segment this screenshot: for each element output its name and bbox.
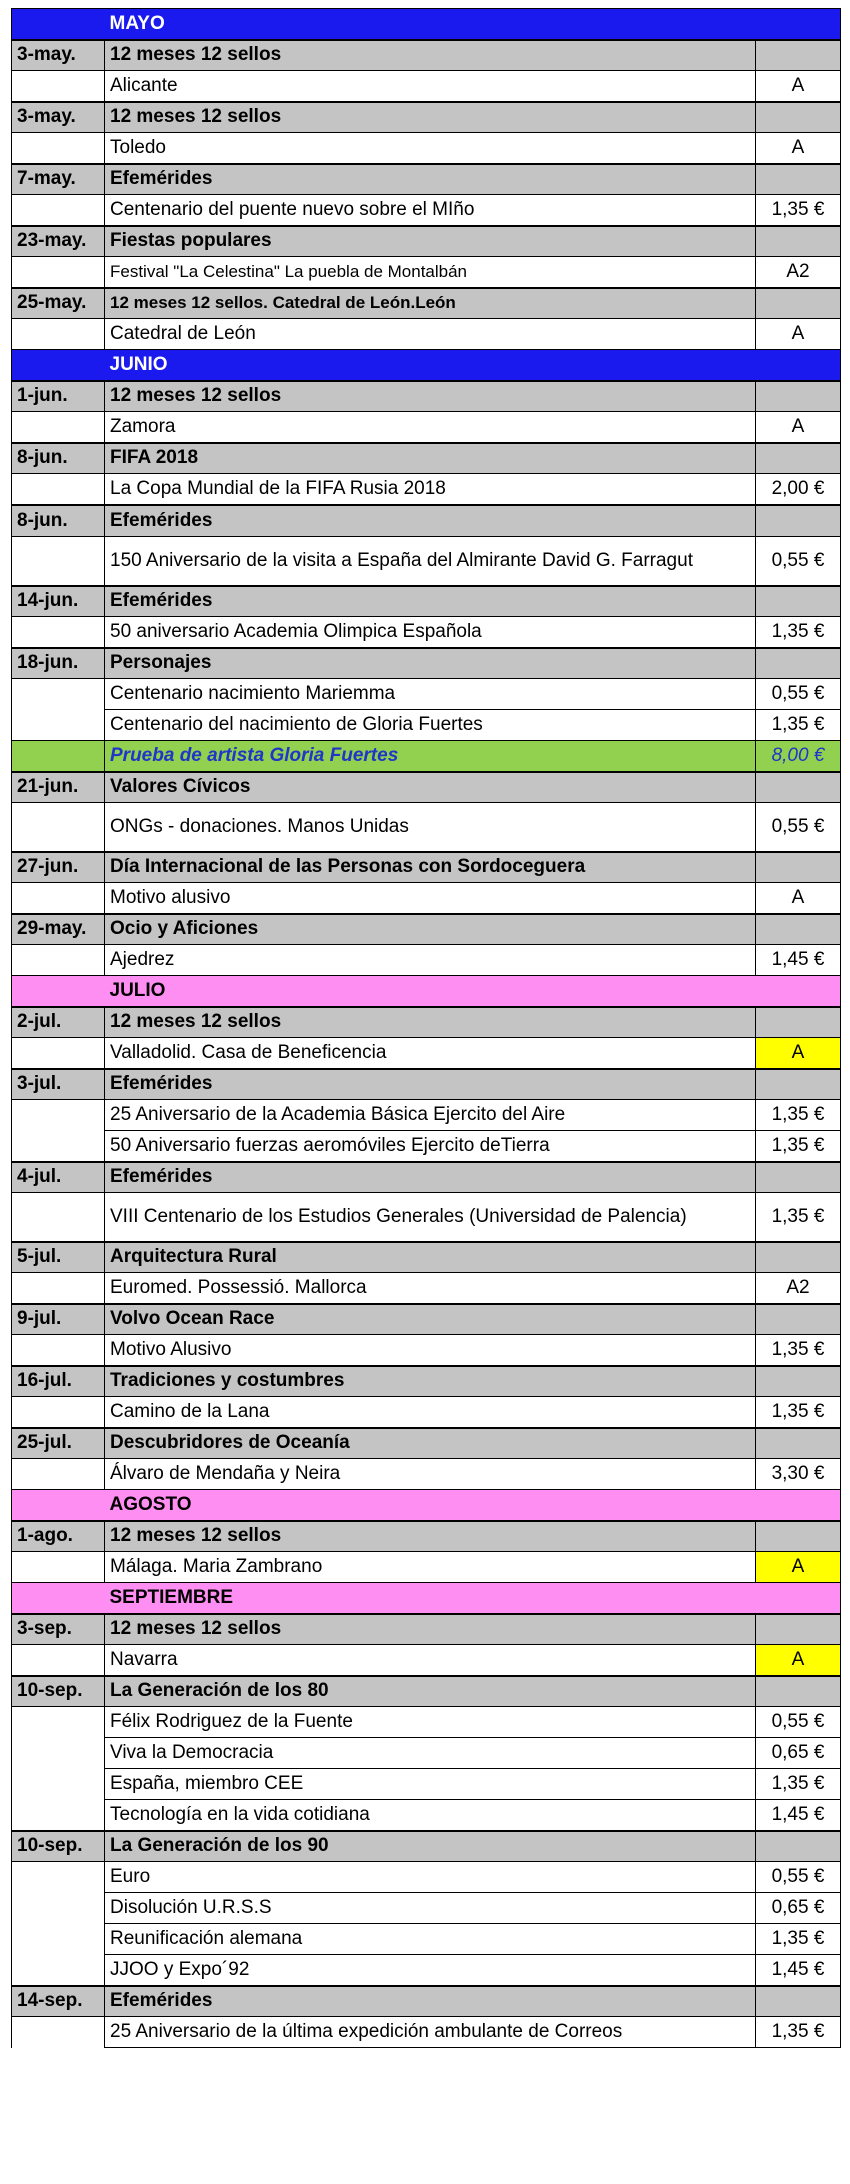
stamp-price: A [756,71,841,102]
issue-price-spacer [756,288,841,319]
stamp-price: A2 [756,1273,841,1304]
stamp-description: Motivo Alusivo [105,1335,756,1366]
stamp-description: Viva la Democracia [105,1738,756,1769]
proof-date-spacer [12,741,105,772]
issue-series-title: Arquitectura Rural [105,1242,756,1273]
month-header-row [12,976,841,1007]
stamp-price: 1,45 € [756,1800,841,1831]
stamp-item-row [12,2017,841,2048]
issue-event-row [12,772,841,803]
issue-date: 25-may. [12,288,105,319]
issue-price-spacer [756,443,841,474]
issue-date: 7-may. [12,164,105,195]
month-header-spacer [756,976,841,1007]
issue-event-row [12,852,841,883]
stamp-item-row [12,1707,841,1738]
month-name: MAYO [105,9,756,40]
stamp-item-row [12,1335,841,1366]
stamp-description: Euro [105,1862,756,1893]
stamp-item-row [12,1100,841,1131]
issue-event-row [12,381,841,412]
issue-series-title: FIFA 2018 [105,443,756,474]
issue-date: 23-may. [12,226,105,257]
issue-price-spacer [756,586,841,617]
issue-price-spacer [756,1366,841,1397]
issue-series-title: Efemérides [105,1162,756,1193]
issue-series-title: 12 meses 12 sellos [105,381,756,412]
stamp-price: A [756,319,841,350]
issue-event-row [12,288,841,319]
stamp-date-spacer [12,319,105,350]
issue-date: 16-jul. [12,1366,105,1397]
month-name: JULIO [105,976,756,1007]
stamp-description: 50 Aniversario fuerzas aeromóviles Ejercito deTierra [105,1131,756,1162]
stamp-item-row [12,1131,841,1162]
issue-series-title: Efemérides [105,505,756,537]
stamp-date-spacer [12,412,105,443]
stamp-item-row [12,803,841,852]
stamp-price: A [756,1552,841,1583]
issue-price-spacer [756,1162,841,1193]
stamp-price: 1,35 € [756,1335,841,1366]
stamp-date-spacer [12,1955,105,1986]
stamp-date-spacer [12,1038,105,1069]
stamp-date-spacer [12,1193,105,1242]
issue-event-row [12,1366,841,1397]
stamp-price: 3,30 € [756,1459,841,1490]
stamp-price: 1,35 € [756,617,841,648]
stamp-price: 0,55 € [756,1862,841,1893]
issue-date: 25-jul. [12,1428,105,1459]
issue-series-title: Descubridores de Oceanía [105,1428,756,1459]
stamp-date-spacer [12,1862,105,1893]
issue-date: 29-may. [12,914,105,945]
stamp-item-row [12,1738,841,1769]
stamp-item-row [12,1955,841,1986]
stamp-item-row [12,1193,841,1242]
stamp-price: 1,35 € [756,195,841,226]
stamp-description: Zamora [105,412,756,443]
stamp-item-row [12,1397,841,1428]
issue-series-title: 12 meses 12 sellos [105,1614,756,1645]
month-header-row [12,9,841,40]
issue-date: 21-jun. [12,772,105,803]
issue-price-spacer [756,381,841,412]
month-header-spacer [12,9,105,40]
stamp-price: 0,55 € [756,679,841,710]
stamp-description: Tecnología en la vida cotidiana [105,1800,756,1831]
stamp-description: 150 Aniversario de la visita a España del Almirante David G. Farragut [105,537,756,586]
stamp-date-spacer [12,1273,105,1304]
stamp-item-row [12,1862,841,1893]
stamp-price: 1,35 € [756,1131,841,1162]
issue-date: 9-jul. [12,1304,105,1335]
stamp-date-spacer [12,537,105,586]
month-header-spacer [12,350,105,381]
stamp-price: 1,35 € [756,1397,841,1428]
stamp-description: Ajedrez [105,945,756,976]
issue-event-row [12,1831,841,1862]
issue-price-spacer [756,505,841,537]
stamp-item-row [12,133,841,164]
stamp-description: Centenario del nacimiento de Gloria Fuertes [105,710,756,741]
issue-price-spacer [756,1986,841,2017]
issue-date: 3-may. [12,102,105,133]
issue-event-row [12,443,841,474]
stamp-price: 1,45 € [756,1955,841,1986]
stamp-price: A [756,1645,841,1676]
stamp-date-spacer [12,1459,105,1490]
stamp-description: 25 Aniversario de la última expedición ambulante de Correos [105,2017,756,2048]
stamp-item-row [12,1459,841,1490]
issue-event-row [12,648,841,679]
stamp-item-row [12,1038,841,1069]
stamp-price: A [756,412,841,443]
month-header-spacer [12,976,105,1007]
stamp-price: 0,65 € [756,1893,841,1924]
stamp-price: 1,35 € [756,1100,841,1131]
stamp-item-row [12,319,841,350]
stamp-date-spacer [12,1552,105,1583]
issue-series-title: Efemérides [105,1986,756,2017]
month-header-row [12,1583,841,1614]
issue-event-row [12,1069,841,1100]
stamp-description: Málaga. Maria Zambrano [105,1552,756,1583]
issue-date: 1-jun. [12,381,105,412]
stamp-price: 1,45 € [756,945,841,976]
stamp-price: A [756,883,841,914]
issue-event-row [12,1007,841,1038]
issue-series-title: La Generación de los 80 [105,1676,756,1707]
stamp-price: 1,35 € [756,1193,841,1242]
stamp-date-spacer [12,1335,105,1366]
stamp-price: 0,55 € [756,537,841,586]
stamp-item-row [12,617,841,648]
month-name: JUNIO [105,350,756,381]
issue-price-spacer [756,1676,841,1707]
stamp-date-spacer [12,1800,105,1831]
issue-series-title: Volvo Ocean Race [105,1304,756,1335]
stamp-item-row [12,71,841,102]
issue-price-spacer [756,40,841,71]
stamp-price: 0,55 € [756,803,841,852]
stamp-date-spacer [12,474,105,505]
month-name: SEPTIEMBRE [105,1583,756,1614]
stamp-date-spacer [12,883,105,914]
stamp-date-spacer [12,1100,105,1131]
issue-series-title: Valores Cívicos [105,772,756,803]
issue-event-row [12,914,841,945]
stamp-price: A2 [756,257,841,288]
stamp-date-spacer [12,679,105,710]
issue-series-title: Ocio y Aficiones [105,914,756,945]
issue-date: 10-sep. [12,1676,105,1707]
issue-series-title: 12 meses 12 sellos [105,1521,756,1552]
stamp-price: 0,55 € [756,1707,841,1738]
stamp-description: Valladolid. Casa de Beneficencia [105,1038,756,1069]
stamp-price: 1,35 € [756,2017,841,2048]
stamp-description: ONGs - donaciones. Manos Unidas [105,803,756,852]
stamp-description: VIII Centenario de los Estudios Generales (Universidad de Palencia) [105,1193,756,1242]
stamp-date-spacer [12,710,105,741]
stamp-item-row [12,474,841,505]
stamp-item-row [12,1800,841,1831]
issue-price-spacer [756,102,841,133]
issue-date: 14-jun. [12,586,105,617]
stamp-description: Toledo [105,133,756,164]
stamp-date-spacer [12,71,105,102]
issue-series-title: La Generación de los 90 [105,1831,756,1862]
stamp-description: Alicante [105,71,756,102]
issue-event-row [12,40,841,71]
stamp-calendar-table [11,8,841,2048]
issue-event-row [12,1428,841,1459]
stamp-price: 1,35 € [756,710,841,741]
stamp-description: 50 aniversario Academia Olimpica Española [105,617,756,648]
issue-price-spacer [756,1007,841,1038]
issue-price-spacer [756,1304,841,1335]
stamp-description: Félix Rodriguez de la Fuente [105,1707,756,1738]
stamp-item-row [12,679,841,710]
issue-price-spacer [756,914,841,945]
stamp-description: España, miembro CEE [105,1769,756,1800]
stamp-description: JJOO y Expo´92 [105,1955,756,1986]
stamp-date-spacer [12,1131,105,1162]
issue-price-spacer [756,852,841,883]
stamp-date-spacer [12,1645,105,1676]
stamp-description: Festival "La Celestina" La puebla de Montalbán [105,257,756,288]
stamp-description: Euromed. Possessió. Mallorca [105,1273,756,1304]
issue-series-title: Efemérides [105,164,756,195]
issue-date: 8-jun. [12,443,105,474]
stamp-description: Reunificación alemana [105,1924,756,1955]
issue-price-spacer [756,1428,841,1459]
month-header-spacer [756,1490,841,1521]
issue-date: 14-sep. [12,1986,105,2017]
issue-series-title: Personajes [105,648,756,679]
stamp-price: 1,35 € [756,1769,841,1800]
stamp-item-row [12,710,841,741]
issue-series-title: 12 meses 12 sellos [105,1007,756,1038]
month-header-spacer [12,1583,105,1614]
stamp-description: La Copa Mundial de la FIFA Rusia 2018 [105,474,756,505]
stamp-description: Navarra [105,1645,756,1676]
issue-event-row [12,505,841,537]
stamp-date-spacer [12,617,105,648]
stamp-item-row [12,195,841,226]
artist-proof-row [12,741,841,772]
stamp-date-spacer [12,195,105,226]
issue-date: 1-ago. [12,1521,105,1552]
issue-date: 27-jun. [12,852,105,883]
issue-price-spacer [756,226,841,257]
stamp-item-row [12,1893,841,1924]
stamp-price: A [756,133,841,164]
issue-series-title: Tradiciones y costumbres [105,1366,756,1397]
stamp-item-row [12,537,841,586]
proof-price: 8,00 € [756,741,841,772]
issue-event-row [12,1676,841,1707]
issue-series-title: 12 meses 12 sellos [105,102,756,133]
month-header-spacer [12,1490,105,1521]
issue-price-spacer [756,164,841,195]
issue-event-row [12,1242,841,1273]
issue-series-title: Efemérides [105,1069,756,1100]
stamp-date-spacer [12,945,105,976]
proof-description: Prueba de artista Gloria Fuertes [105,741,756,772]
issue-price-spacer [756,1831,841,1862]
issue-series-title: Día Internacional de las Personas con Sordoceguera [105,852,756,883]
issue-event-row [12,1304,841,1335]
stamp-date-spacer [12,2017,105,2048]
issue-price-spacer [756,1242,841,1273]
issue-date: 2-jul. [12,1007,105,1038]
stamp-calendar-body [12,9,841,2048]
issue-price-spacer [756,1069,841,1100]
stamp-item-row [12,412,841,443]
issue-series-title: 12 meses 12 sellos. Catedral de León.León [105,288,756,319]
issue-event-row [12,226,841,257]
stamp-description: 25 Aniversario de la Academia Básica Ejercito del Aire [105,1100,756,1131]
stamp-description: Motivo alusivo [105,883,756,914]
stamp-item-row [12,257,841,288]
stamp-date-spacer [12,1924,105,1955]
month-header-row [12,350,841,381]
issue-event-row [12,164,841,195]
stamp-description: Camino de la Lana [105,1397,756,1428]
stamp-price: A [756,1038,841,1069]
issue-event-row [12,1614,841,1645]
stamp-item-row [12,945,841,976]
month-header-spacer [756,1583,841,1614]
stamp-item-row [12,1769,841,1800]
issue-date: 10-sep. [12,1831,105,1862]
issue-price-spacer [756,772,841,803]
stamp-description: Catedral de León [105,319,756,350]
month-name: AGOSTO [105,1490,756,1521]
stamp-date-spacer [12,1397,105,1428]
stamp-item-row [12,1645,841,1676]
stamp-description: Disolución U.R.S.S [105,1893,756,1924]
issue-event-row [12,102,841,133]
stamp-item-row [12,1273,841,1304]
stamp-description: Centenario del puente nuevo sobre el MIño [105,195,756,226]
issue-date: 4-jul. [12,1162,105,1193]
issue-price-spacer [756,1614,841,1645]
issue-date: 18-jun. [12,648,105,679]
month-header-row [12,1490,841,1521]
stamp-date-spacer [12,803,105,852]
issue-series-title: 12 meses 12 sellos [105,40,756,71]
stamp-date-spacer [12,1707,105,1738]
stamp-description: Álvaro de Mendaña y Neira [105,1459,756,1490]
stamp-date-spacer [12,133,105,164]
stamp-price: 1,35 € [756,1924,841,1955]
issue-series-title: Fiestas populares [105,226,756,257]
issue-price-spacer [756,648,841,679]
stamp-price: 0,65 € [756,1738,841,1769]
issue-date: 3-jul. [12,1069,105,1100]
month-header-spacer [756,9,841,40]
issue-event-row [12,1986,841,2017]
issue-date: 8-jun. [12,505,105,537]
issue-date: 3-may. [12,40,105,71]
stamp-date-spacer [12,257,105,288]
stamp-item-row [12,883,841,914]
issue-event-row [12,586,841,617]
stamp-date-spacer [12,1893,105,1924]
issue-date: 3-sep. [12,1614,105,1645]
stamp-price: 2,00 € [756,474,841,505]
stamp-item-row [12,1552,841,1583]
issue-date: 5-jul. [12,1242,105,1273]
issue-series-title: Efemérides [105,586,756,617]
issue-event-row [12,1521,841,1552]
stamp-date-spacer [12,1769,105,1800]
month-header-spacer [756,350,841,381]
issue-event-row [12,1162,841,1193]
issue-price-spacer [756,1521,841,1552]
stamp-date-spacer [12,1738,105,1769]
stamp-description: Centenario nacimiento Mariemma [105,679,756,710]
stamp-item-row [12,1924,841,1955]
